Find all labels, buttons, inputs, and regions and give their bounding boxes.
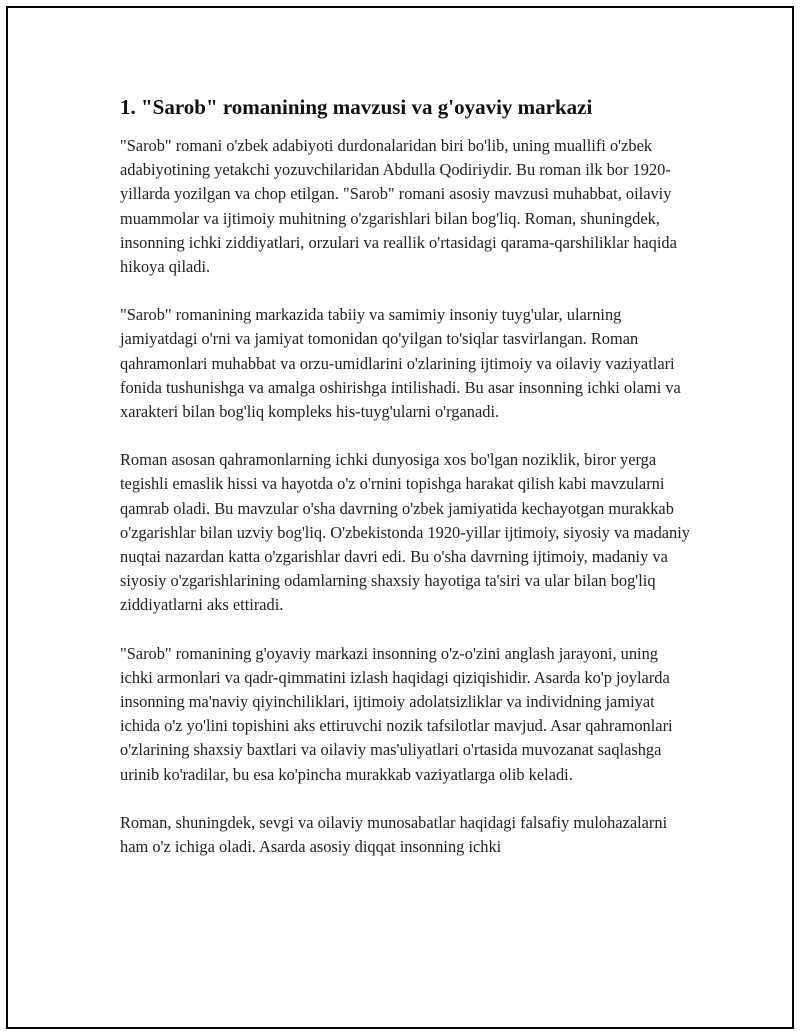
paragraph-5: Roman, shuningdek, sevgi va oilaviy munosabatlar haqidagi falsafiy mulohazalarni ham o'z ichiga oladi. Asarda asosiy diqqat insonning ichki: [120, 812, 668, 857]
paragraph-3: Roman asosan qahramonlarning ichki dunyosiga xos bo'lgan noziklik, biror yerga tegishli emaslik hissi va hayotda o'z o'rnini topishga harakat qilish kabi mavzularni qamrab oladi. Bu mavzular o'sha davrning o'zbek jamiyatida kechayotgan murakkab o'zgarishlar bilan uzviy bog'liq. O'zbekistonda 1920-yillar ijtimoiy, siyosiy va madaniy nuqtai nazardan katta o'zgarishlar davri edi. Bu o'sha davrning ijtimoiy, madaniy va siyosiy o'zgarishlarining odamlarning shaxsiy hayotiga ta'siri va ular bilan bog'liq ziddiyatlarni aks ettiradi.: [120, 450, 690, 615]
paragraph-1: "Sarob" romani o'zbek adabiyoti durdonalaridan biri bo'lib, uning muallifi o'zbek adabiyotining yetakchi yozuvchilaridan Abdulla Qodiriydir. Bu roman ilk bor 1920-yillarda yozilgan va chop etilgan. "Sarob" romani asosiy mavzusi muhabbat, oilaviy muammolar va ijtimoiy muhitning o'zgarishlari bilan bog'liq. Roman, shuningdek, insonning ichki ziddiyatlari, orzulari va reallik o'rtasidagi qarama-qarshiliklar haqida hikoya qiladi.: [120, 136, 677, 277]
paragraph-4: "Sarob" romanining g'oyaviy markazi insonning o'z-o'zini anglash jarayoni, uning ichki armonlari va qadr-qimmatini izlash haqidagi qiziqishidir. Asarda ko'p joylarda insonning ma'naviy qiyinchiliklari, ijtimoiy adolatsizliklar va individning jamiyat ichida o'z yo'lini topishini aks ettiruvchi nozik tafsilotlar mavjud. Asar qahramonlari o'zlarining shaxsiy baxtlari va oilaviy mas'uliyatlari o'rtasida muvozanat saqlashga urinib ko'radilar, bu esa ko'pincha murakkab vaziyatlarga olib keladi.: [120, 643, 673, 784]
document-content: [120, 94, 690, 883]
section-heading: 1. "Sarob" romanining mavzusi va g'oyaviy markazi: [120, 95, 593, 119]
document-page: [6, 6, 794, 1029]
paragraph-2: "Sarob" romanining markazida tabiiy va samimiy insoniy tuyg'ular, ularning jamiyatdagi o'rni va jamiyat tomonidan qo'yilgan to'siqlar tasvirlangan. Roman qahramonlari muhabbat va orzu-umidlarini o'zlarining ijtimoiy va oilaviy vaziyatlari fonida tushunishga va amalga oshirishga intilishadi. Bu asar insonning ichki olami va xarakteri bilan bog'liq kompleks his-tuyg'ularni o'rganadi.: [120, 305, 681, 422]
